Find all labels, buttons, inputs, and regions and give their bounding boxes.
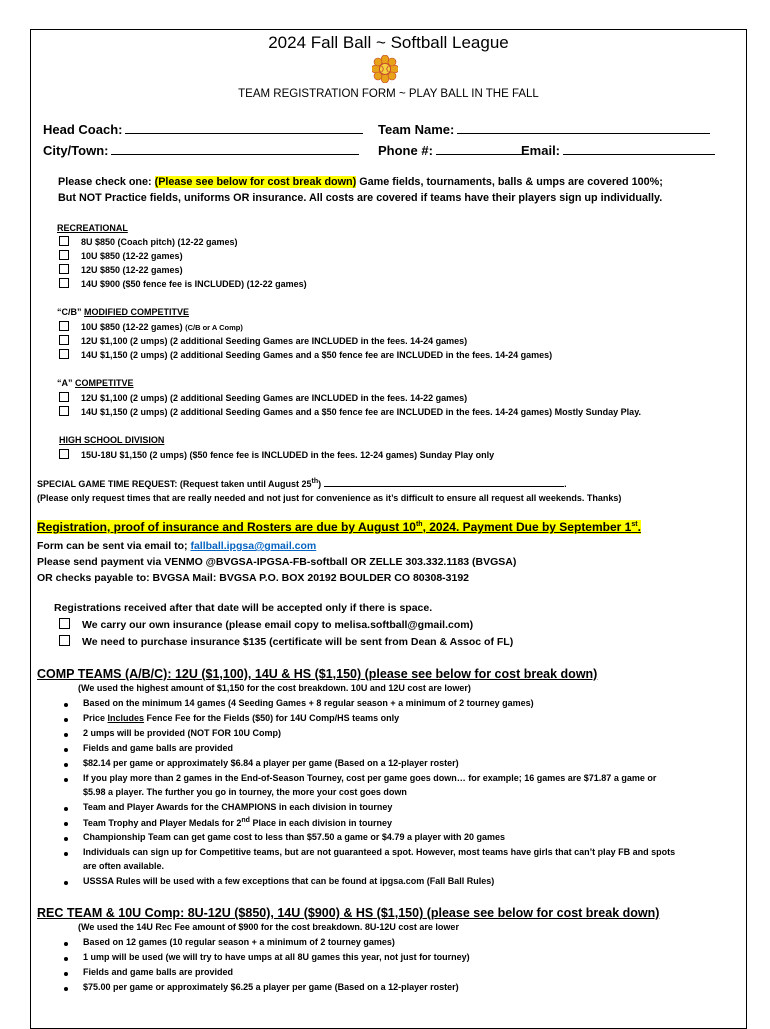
payment-venmo: Please send payment via VENMO @BVGSA-IPGSA-FB-softball OR ZELLE 303.332.1183 (BVGSA) [37, 556, 517, 568]
modified-option-10u[interactable]: 10U $850 (12-22 games) (C/B or A Comp) [59, 321, 243, 332]
special-request-note: (Please only request times that are really needed and not just for convenience as it’s difficult to ensure all request all weekends. Thanks) [37, 493, 622, 503]
email-field[interactable] [521, 143, 715, 158]
comp-bullet-6-line-2: $5.98 a player. The further you go in tourney, the more your cost goes down [83, 787, 407, 797]
competitive-heading: “A” COMPETITVE [57, 378, 134, 388]
comp-bullet-1: Based on the minimum 14 games (4 Seeding Games + 8 regular season + a minimum of 2 tourney games) [83, 698, 534, 708]
rec-option-12u[interactable]: 12U $850 (12-22 games) [59, 264, 183, 275]
modified-option-14u[interactable]: 14U $1,150 (2 umps) (2 additional Seeding Games and a $50 fence fee are INCLUDED in the fees. 14-24 games) [59, 349, 552, 360]
city-town-field[interactable] [43, 143, 359, 158]
bullet [64, 807, 68, 811]
checkbox[interactable] [59, 406, 69, 416]
payment-checks: OR checks payable to: BVGSA Mail: BVGSA P.O. BOX 20192 BOULDER CO 80308-3192 [37, 572, 470, 584]
bullet [64, 987, 68, 991]
registration-form-page [30, 29, 747, 1029]
competitive-option-12u[interactable]: 12U $1,100 (2 umps) (2 additional Seeding Games are INCLUDED in the fees. 14-22 games) [59, 392, 467, 403]
form-subtitle: TEAM REGISTRATION FORM ~ PLAY BALL IN THE FALL [238, 88, 539, 100]
rec-bullet-3: Fields and game balls are provided [83, 967, 234, 977]
checkbox[interactable] [59, 335, 69, 345]
head-coach-label: Head Coach: [43, 122, 123, 137]
bullet [64, 778, 68, 782]
checkbox[interactable] [59, 635, 70, 646]
comp-bullet-9: Championship Team can get game cost to less than $57.50 a game or $4.79 a player with 20 games [83, 832, 505, 842]
insurance-option-own[interactable]: We carry our own insurance (please email copy to melisa.softball@gmail.com) [59, 618, 473, 631]
comp-teams-heading: COMP TEAMS (A/B/C): 12U ($1,100), 14U & HS ($1,150) (please see below for cost break down) [37, 667, 598, 681]
rec-team-note: (We used the 14U Rec Fee amount of $900 for the cost breakdown. 8U-12U cost are lower [78, 922, 459, 932]
intro-prefix: Please check one: [58, 176, 152, 188]
highschool-option[interactable]: 15U-18U $1,150 (2 umps) ($50 fence fee is INCLUDED in the fees. 12-24 games) Sunday Play only [59, 449, 494, 460]
bullet [64, 881, 68, 885]
checkbox[interactable] [59, 278, 69, 288]
softball-flower-logo-icon [372, 55, 398, 83]
comp-bullet-3: 2 umps will be provided (NOT FOR 10U Comp) [83, 728, 282, 738]
comp-bullet-11: USSSA Rules will be used with a few exceptions that can be found at ipgsa.com (Fall Ball Rules) [83, 876, 495, 886]
bullet [64, 852, 68, 856]
bullet [64, 957, 68, 961]
rec-option-8u[interactable]: 8U $850 (Coach pitch) (12-22 games) [59, 236, 238, 247]
comp-bullet-5: $82.14 per game or approximately $6.84 a player per game (Based on a 12-player roster) [83, 758, 459, 768]
checkbox[interactable] [59, 236, 69, 246]
checkbox[interactable] [59, 449, 69, 459]
bullet [64, 822, 68, 826]
comp-teams-note: (We used the highest amount of $1,150 for the cost breakdown. 10U and 12U cost are lower) [78, 683, 471, 693]
comp-bullet-2: Price Includes Fence Fee for the Fields ($50) for 14U Comp/HS teams only [83, 713, 400, 723]
highschool-heading: HIGH SCHOOL DIVISION [59, 435, 165, 445]
rec-option-10u[interactable]: 10U $850 (12-22 games) [59, 250, 183, 261]
city-town-blank[interactable] [111, 143, 359, 155]
intro-line-1 [58, 176, 663, 188]
phone-field[interactable] [378, 143, 522, 158]
comp-bullet-7: Team and Player Awards for the CHAMPIONS in each division in tourney [83, 802, 393, 812]
rec-bullet-4: $75.00 per game or approximately $6.25 a player per game (Based on a 12-player roster) [83, 982, 459, 992]
team-name-label: Team Name: [378, 122, 455, 137]
bullet [64, 942, 68, 946]
checkbox[interactable] [59, 349, 69, 359]
bullet [64, 763, 68, 767]
checkbox[interactable] [59, 618, 70, 629]
comp-bullet-4: Fields and game balls are provided [83, 743, 234, 753]
bullet [64, 718, 68, 722]
email-label: Email: [521, 143, 561, 158]
intro-line-2: But NOT Practice fields, uniforms OR insurance. All costs are covered if teams have their players sign up individually. [58, 192, 663, 204]
checkbox[interactable] [59, 392, 69, 402]
late-registration-note: Registrations received after that date will be accepted only if there is space. [54, 602, 433, 614]
bullet [64, 972, 68, 976]
rec-team-heading: REC TEAM & 10U Comp: 8U-12U ($850), 14U ($900) & HS ($1,150) (please see below for cost break down) [37, 906, 660, 920]
phone-label: Phone #: [378, 143, 433, 158]
special-request-blank[interactable] [324, 477, 564, 487]
rec-bullet-1: Based on 12 games (10 regular season + a minimum of 2 tourney games) [83, 937, 395, 947]
intro-highlight: (Please see below for cost break down) [154, 176, 357, 188]
email-instruction: Form can be sent via email to; fallball.ipgsa@gmail.com [37, 540, 317, 552]
email-blank[interactable] [563, 143, 715, 155]
page-title: 2024 Fall Ball ~ Softball League [268, 33, 509, 52]
intro-rest: Game fields, tournaments, balls & umps are covered 100%; [359, 176, 663, 188]
phone-blank[interactable] [436, 143, 522, 155]
head-coach-field[interactable] [43, 122, 363, 137]
bullet [64, 703, 68, 707]
comp-bullet-10-line-2: are often available. [83, 861, 165, 871]
bullet [64, 748, 68, 752]
team-name-blank[interactable] [457, 122, 710, 134]
competitive-option-14u[interactable]: 14U $1,150 (2 umps) (2 additional Seeding Games and a $50 fence fee are INCLUDED in the fees. 14-24 games) Mostly Sunday Play. [59, 406, 641, 417]
comp-bullet-10-line-1: Individuals can sign up for Competitive teams, but are not guaranteed a spot. However, most teams have girls that can’t play FB and spots [83, 847, 676, 857]
special-request-line[interactable]: SPECIAL GAME TIME REQUEST: (Request taken until August 25th) . [37, 478, 567, 489]
bullet [64, 837, 68, 841]
rec-bullet-2: 1 ump will be used (we will try to have umps at all 8U games this year, not just for tourney) [83, 952, 470, 962]
team-name-field[interactable] [378, 122, 710, 137]
email-link[interactable]: fallball.ipgsa@gmail.com [190, 540, 317, 552]
comp-bullet-8: Team Trophy and Player Medals for 2nd Place in each division in tourney [83, 817, 392, 828]
registration-deadline: Registration, proof of insurance and Rosters are due by August 10th, 2024. Payment Due by September 1st. [37, 520, 641, 534]
checkbox[interactable] [59, 250, 69, 260]
checkbox[interactable] [59, 264, 69, 274]
rec-option-14u[interactable]: 14U $900 ($50 fence fee is INCLUDED) (12-22 games) [59, 278, 307, 289]
recreational-heading: RECREATIONAL [57, 223, 128, 233]
bullet [64, 733, 68, 737]
head-coach-blank[interactable] [125, 122, 363, 134]
comp-bullet-6-line-1: If you play more than 2 games in the End-of-Season Tourney, cost per game goes down… for example; 16 games are $71.87 a game or [83, 773, 657, 783]
modified-heading: “C/B” MODIFIED COMPETITVE [57, 307, 190, 317]
insurance-option-purchase[interactable]: We need to purchase insurance $135 (certificate will be sent from Dean & Assoc of FL) [59, 635, 513, 648]
city-town-label: City/Town: [43, 143, 109, 158]
checkbox[interactable] [59, 321, 69, 331]
modified-option-12u[interactable]: 12U $1,100 (2 umps) (2 additional Seeding Games are INCLUDED in the fees. 14-24 games) [59, 335, 467, 346]
